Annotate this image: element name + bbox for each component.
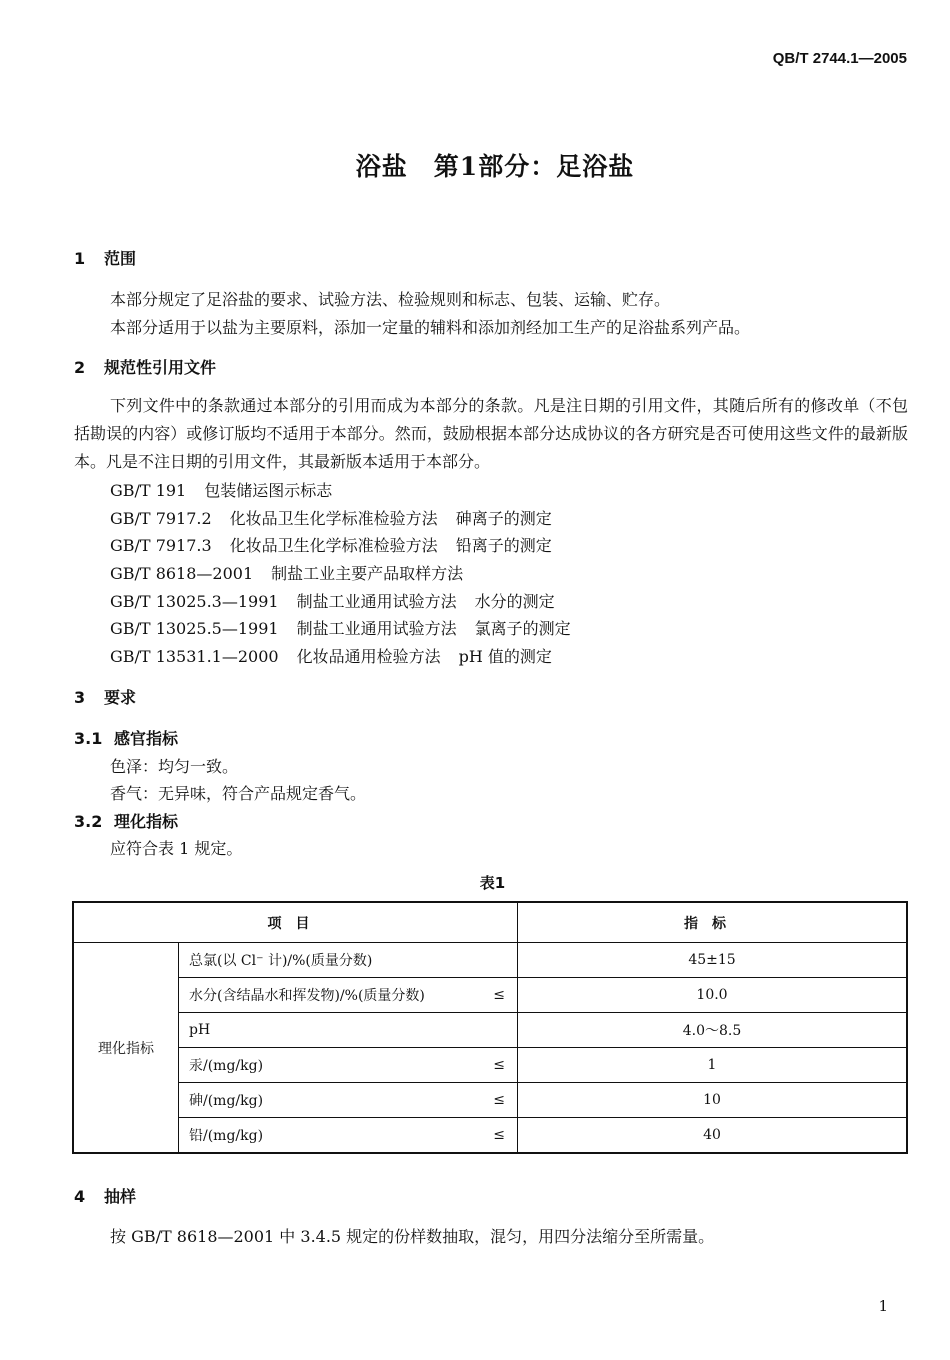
section-3-heading [74,685,136,708]
reference-item [110,533,552,556]
reference-item [110,616,571,639]
section-1-heading [74,246,136,269]
limit-sign: ≤ [493,1092,505,1108]
table-cell-name [179,978,518,1013]
table-caption: 表1 [479,874,506,892]
sensory-aroma-text: 香气：无异味，符合产品规定香气。 [110,784,367,803]
item-name: pH [189,1022,211,1038]
reference-title: 化妆品卫生化学标准检验方法 [229,509,438,528]
item-name: 铅/(mg/kg) [189,1128,264,1144]
reference-item [110,478,332,501]
table-cell-value: 40 [518,1118,908,1154]
table-row [73,1083,907,1118]
table-cell-value: 1 [518,1048,908,1083]
section-1-para-2: 本部分适用于以盐为主要原料，添加一定量的辅料和添加剂经加工生产的足浴盐系列产品。 [110,318,751,337]
reference-code: GB/T 13025.5—1991 [110,619,279,638]
section-title: 理化指标 [114,812,179,831]
section-4-heading [74,1184,136,1207]
item-name: 汞/(mg/kg) [189,1058,264,1074]
sensory-color-text: 色泽：均匀一致。 [110,757,239,776]
reference-item [110,561,463,584]
section-number: 4 [74,1187,86,1206]
reference-subtitle: 砷离子的测定 [455,509,552,528]
page-number: 1 [878,1297,888,1315]
specification-table [72,901,908,1154]
limit-sign: ≤ [493,987,505,1003]
section-title: 抽样 [104,1187,137,1206]
reference-code: GB/T 7917.2 [110,509,212,528]
reference-title: 制盐工业通用试验方法 [296,619,457,638]
table-cell-name [179,1013,518,1048]
reference-subtitle: pH 值的测定 [458,647,552,666]
item-name: 砷/(mg/kg) [189,1093,264,1109]
reference-subtitle: 氯离子的测定 [474,619,571,638]
limit-sign: ≤ [493,1127,505,1143]
reference-title: 化妆品卫生化学标准检验方法 [229,536,438,555]
section-4-para: 按 GB/T 8618—2001 中 3.4.5 规定的份样数抽取，混匀，用四分法缩分至所需量。 [110,1227,715,1246]
section-title: 感官指标 [114,729,179,748]
reference-subtitle: 水分的测定 [474,592,555,611]
item-name: 总氯(以 Cl⁻ 计)/%(质量分数) [189,953,373,969]
section-3-2-text: 应符合表 1 规定。 [110,839,243,858]
table-group-label: 理化指标 [73,943,179,1154]
section-title: 规范性引用文件 [104,358,217,377]
reference-title: 化妆品通用检验方法 [296,647,441,666]
table-row [73,1013,907,1048]
table-cell-name [179,1083,518,1118]
section-number: 3 [74,688,86,707]
section-2-heading [74,355,216,378]
section-1-para-1: 本部分规定了足浴盐的要求、试验方法、检验规则和标志、包装、运输、贮存。 [110,290,671,309]
table-cell-value: 10 [518,1083,908,1118]
section-title: 范围 [104,249,137,268]
table-header-value: 指标 [518,902,908,943]
table-cell-value: 4.0～8.5 [518,1013,908,1048]
table-header-item: 项目 [73,902,518,943]
document-title: 浴盐 第1部分：足浴盐 [355,152,635,181]
reference-code: GB/T 7917.3 [110,536,212,555]
reference-title: 制盐工业通用试验方法 [296,592,457,611]
section-3-1-heading [74,726,178,749]
section-3-2-heading [74,809,178,832]
reference-item [110,644,552,667]
reference-item [110,589,555,612]
section-number: 3.2 [74,812,103,831]
table-header-row [73,902,907,943]
section-number: 2 [74,358,86,377]
table-row [73,943,907,978]
reference-title: 制盐工业主要产品取样方法 [271,564,464,583]
table-cell-name [179,1048,518,1083]
section-number: 3.1 [74,729,103,748]
reference-title: 包装储运图示标志 [204,481,333,500]
table-cell-name [179,1118,518,1154]
section-title: 要求 [104,688,137,707]
table-row [73,1048,907,1083]
table-row [73,978,907,1013]
section-number: 1 [74,249,86,268]
table-cell-value: 10.0 [518,978,908,1013]
reference-code: GB/T 13025.3—1991 [110,592,279,611]
table-row [73,1118,907,1154]
reference-item [110,506,552,529]
table-cell-value: 45±15 [518,943,908,978]
item-name: 水分(含结晶水和挥发物)/%(质量分数) [189,988,425,1004]
reference-code: GB/T 191 [110,481,187,500]
reference-code: GB/T 13531.1—2000 [110,647,279,666]
standard-number: QB/T 2744.1—2005 [772,50,907,67]
reference-subtitle: 铅离子的测定 [455,536,552,555]
table-cell-name [179,943,518,978]
section-2-intro: 下列文件中的条款通过本部分的引用而成为本部分的条款。凡是注日期的引用文件，其随后所有的修改单（不包括勘误的内容）或修订版均不适用于本部分。然而，鼓励根据本部分达成协议的各方研究是否可使用这些文件的最新版本。凡是不注日期的引用文件，其最新版本适用于本部分。 [74,396,908,471]
reference-code: GB/T 8618—2001 [110,564,254,583]
limit-sign: ≤ [493,1057,505,1073]
